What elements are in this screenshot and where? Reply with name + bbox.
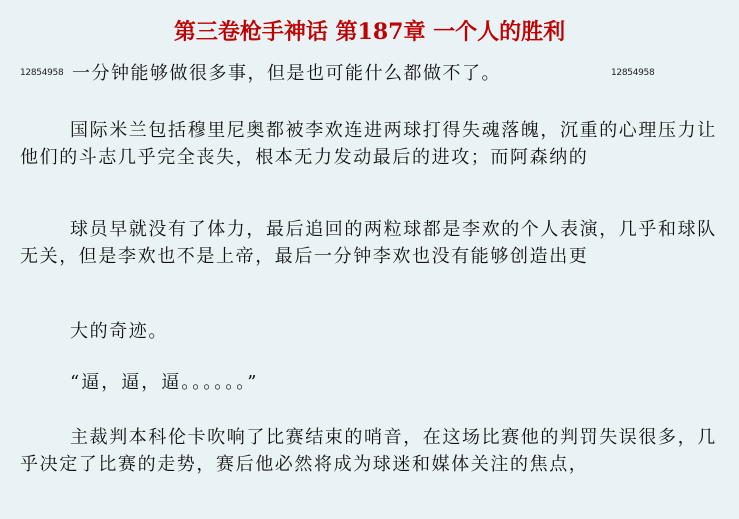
first-line: 一分钟能够做很多事，但是也可能什么都做不了。 (72, 63, 501, 84)
watermark-left: 12854958 (20, 68, 64, 78)
paragraph-1: 国际米兰包括穆里尼奥都被李欢连进两球打得失魂落魄，沉重的心理压力让他们的斗志几乎完全丧失，根本无力发动最后的进攻；而阿森纳的 (20, 120, 717, 168)
watermark-right: 12854958 (611, 68, 655, 78)
paragraph-2: 球员早就没有了体力，最后追回的两粒球都是李欢的个人表演，几乎和球队无关，但是李欢也不是上帝，最后一分钟李欢也没有能够创造出更 (20, 219, 717, 267)
paragraph-5: 主裁判本科伦卡吹响了比赛结束的哨音，在这场比赛他的判罚失误很多，几乎决定了比赛的走势，赛后他必然将成为球迷和媒体关注的焦点， (20, 427, 717, 475)
paragraph-4: “逼，逼，逼。。。。。。” (70, 372, 259, 393)
paragraph-3: 大的奇迹。 (70, 321, 168, 342)
chapter-title: 第三卷枪手神话 第187章 一个人的胜利 (173, 19, 566, 45)
